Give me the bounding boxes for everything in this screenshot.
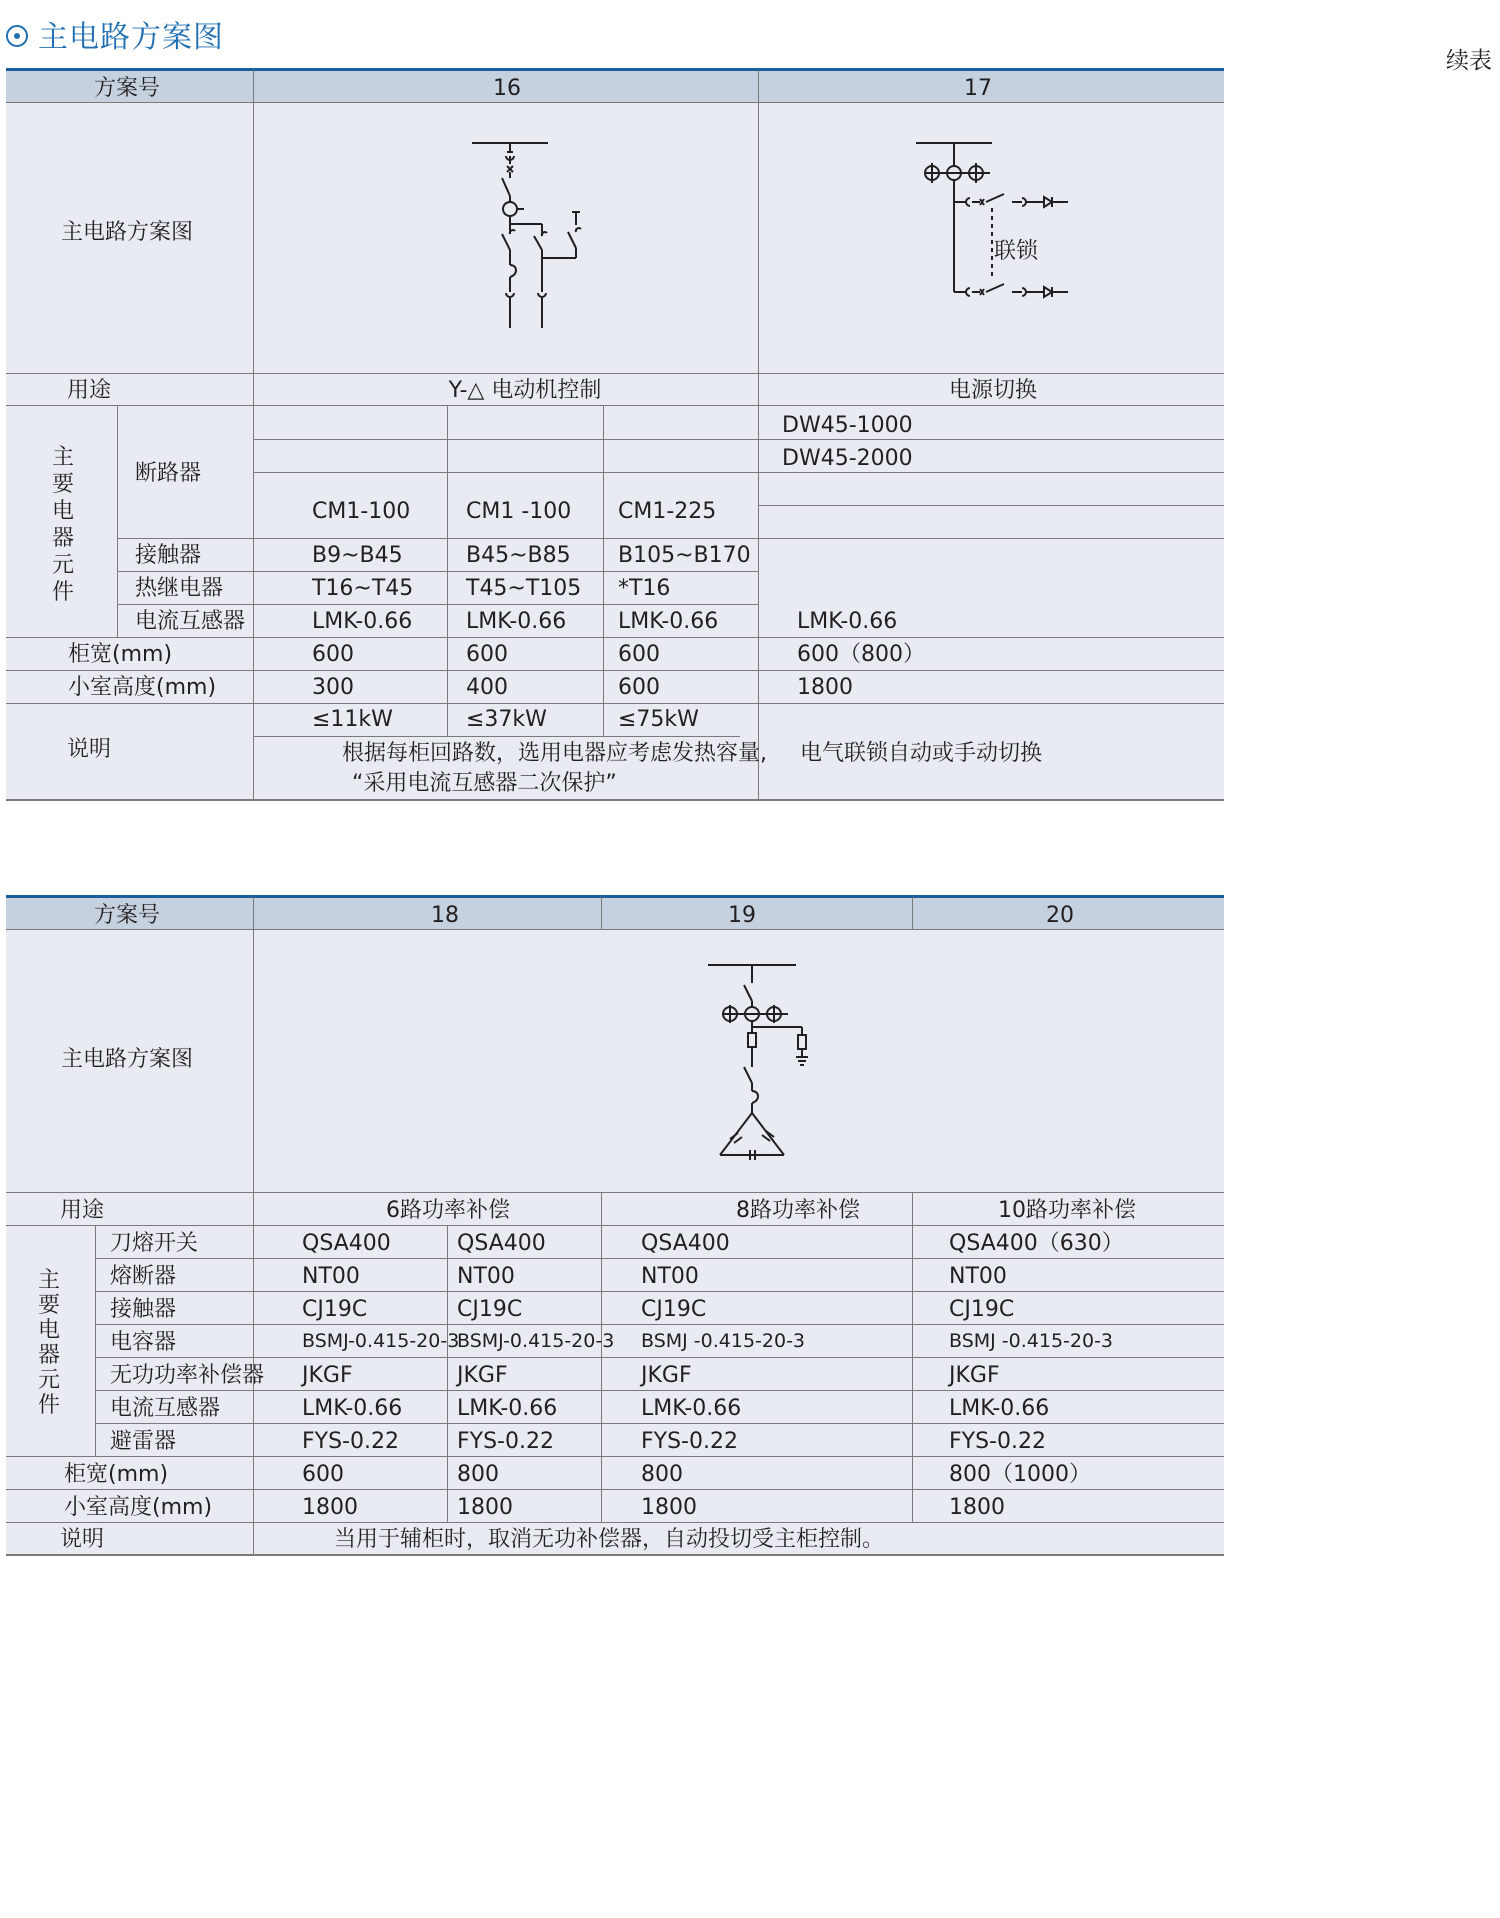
circuit-diagram-16 (460, 130, 590, 335)
interlock-label: 联锁 (994, 239, 1039, 264)
usage-19: 8路功率补偿 (736, 1198, 860, 1223)
reactive-19: JKGF (641, 1363, 692, 1388)
height-18a: 1800 (302, 1495, 358, 1520)
ct-16a: LMK-0.66 (312, 609, 413, 634)
note-17: 电气联锁自动或手动切换 (800, 741, 1043, 766)
contactor-16c: B105~B170 (618, 543, 751, 568)
scheme-19: 19 (728, 903, 756, 928)
thermal-header: 热继电器 (135, 576, 224, 601)
circle-dot-icon (6, 25, 28, 47)
diagram-header: 主电路方案图 (60, 220, 194, 245)
width-19: 800 (641, 1462, 683, 1487)
knife-18b: QSA400 (457, 1231, 546, 1256)
height-20: 1800 (949, 1495, 1005, 1520)
reactive-header: 无功功率补偿器 (110, 1363, 265, 1388)
arrester-header: 避雷器 (110, 1429, 177, 1454)
usage-20: 10路功率补偿 (998, 1198, 1136, 1223)
breaker-16b: CM1 -100 (466, 499, 572, 524)
note-18-20: 当用于辅柜时，取消无功补偿器，自动投切受主柜控制。 (334, 1527, 885, 1552)
reactive-20: JKGF (949, 1363, 1000, 1388)
usage-18: 6路功率补偿 (386, 1198, 510, 1223)
circuit-diagram-17 (900, 130, 1090, 310)
height-header: 小室高度(mm) (68, 675, 217, 700)
note-16-line1: 根据每柜回路数，选用电器应考虑发热容量, (342, 741, 767, 766)
usage-16: Y-△ 电动机控制 (448, 378, 602, 403)
circuit-diagram-18-20 (700, 955, 820, 1165)
width-18b: 800 (457, 1462, 499, 1487)
height-19: 1800 (641, 1495, 697, 1520)
capacitor-18a: BSMJ-0.415-20-3 (302, 1330, 460, 1352)
note-header: 说明 (66, 737, 112, 762)
breaker-17a: DW45-1000 (782, 413, 913, 438)
contactor-16a: B9~B45 (312, 543, 403, 568)
width-20: 800（1000） (949, 1462, 1091, 1487)
breaker-16c: CM1-225 (618, 499, 717, 524)
knife-18a: QSA400 (302, 1231, 391, 1256)
width-18a: 600 (302, 1462, 344, 1487)
fuse-20: NT00 (949, 1264, 1007, 1289)
usage-header-2: 用途 (59, 1198, 105, 1223)
reactive-18b: JKGF (457, 1363, 508, 1388)
scheme-20: 20 (1046, 903, 1074, 928)
contactor-19: CJ19C (641, 1297, 707, 1322)
width-16c: 600 (618, 642, 660, 667)
contactor-20: CJ19C (949, 1297, 1015, 1322)
capacitor-19: BSMJ -0.415-20-3 (641, 1330, 806, 1352)
arrester-18a: FYS-0.22 (302, 1429, 399, 1454)
contactor-18a: CJ19C (302, 1297, 368, 1322)
knife-20: QSA400（630） (949, 1231, 1124, 1256)
capacitor-18b: BSMJ-0.415-20-3 (457, 1330, 615, 1352)
ct-18b: LMK-0.66 (457, 1396, 558, 1421)
fuse-19: NT00 (641, 1264, 699, 1289)
contactor-header: 接触器 (135, 543, 202, 568)
ct-18a: LMK-0.66 (302, 1396, 403, 1421)
breaker-header: 断路器 (135, 461, 202, 486)
width-header-2: 柜宽(mm) (64, 1462, 169, 1487)
arrester-19: FYS-0.22 (641, 1429, 738, 1454)
diagram-header-2: 主电路方案图 (60, 1047, 194, 1072)
width-16a: 600 (312, 642, 354, 667)
scheme-16: 16 (493, 76, 521, 101)
ct-16c: LMK-0.66 (618, 609, 719, 634)
arrester-18b: FYS-0.22 (457, 1429, 554, 1454)
ct-header: 电流互感器 (135, 609, 246, 634)
width-header: 柜宽(mm) (68, 642, 173, 667)
breaker-17b: DW45-2000 (782, 446, 913, 471)
ct-19: LMK-0.66 (641, 1396, 742, 1421)
note-16-line2: “采用电流互感器二次保护” (352, 771, 617, 796)
contactor-18b: CJ19C (457, 1297, 523, 1322)
height-header-2: 小室高度(mm) (64, 1495, 213, 1520)
knife-19: QSA400 (641, 1231, 730, 1256)
knife-header: 刀熔开关 (110, 1231, 199, 1256)
page-title: 主电路方案图 (6, 12, 224, 56)
thermal-16a: T16~T45 (312, 576, 414, 601)
fuse-18a: NT00 (302, 1264, 360, 1289)
contactor-16b: B45~B85 (466, 543, 571, 568)
capacitor-20: BSMJ -0.415-20-3 (949, 1330, 1114, 1352)
scheme-header-2: 方案号 (93, 903, 161, 928)
ct-17: LMK-0.66 (797, 609, 898, 634)
height-18b: 1800 (457, 1495, 513, 1520)
power-16c: ≤75kW (618, 707, 699, 732)
ct-20: LMK-0.66 (949, 1396, 1050, 1421)
ct-header-2: 电流互感器 (110, 1396, 221, 1421)
height-16c: 600 (618, 675, 660, 700)
usage-header: 用途 (66, 378, 112, 403)
scheme-header: 方案号 (93, 76, 161, 101)
fuse-header: 熔断器 (110, 1264, 177, 1289)
scheme-17: 17 (964, 76, 992, 101)
reactive-18a: JKGF (302, 1363, 353, 1388)
height-16a: 300 (312, 675, 354, 700)
note-header-2: 说明 (59, 1527, 105, 1552)
power-16b: ≤37kW (466, 707, 547, 732)
continued-label: 续表 (1446, 48, 1492, 74)
capacitor-header: 电容器 (110, 1330, 177, 1355)
height-16b: 400 (466, 675, 508, 700)
width-17: 600（800） (797, 642, 925, 667)
height-17: 1800 (797, 675, 853, 700)
breaker-16a: CM1-100 (312, 499, 411, 524)
power-16a: ≤11kW (312, 707, 393, 732)
fuse-18b: NT00 (457, 1264, 515, 1289)
thermal-16b: T45~T105 (466, 576, 582, 601)
width-16b: 600 (466, 642, 508, 667)
arrester-20: FYS-0.22 (949, 1429, 1046, 1454)
ct-16b: LMK-0.66 (466, 609, 567, 634)
usage-17: 电源切换 (948, 378, 1038, 403)
contactor-header-2: 接触器 (110, 1297, 177, 1322)
thermal-16c: *T16 (618, 576, 671, 601)
scheme-18: 18 (431, 903, 459, 928)
